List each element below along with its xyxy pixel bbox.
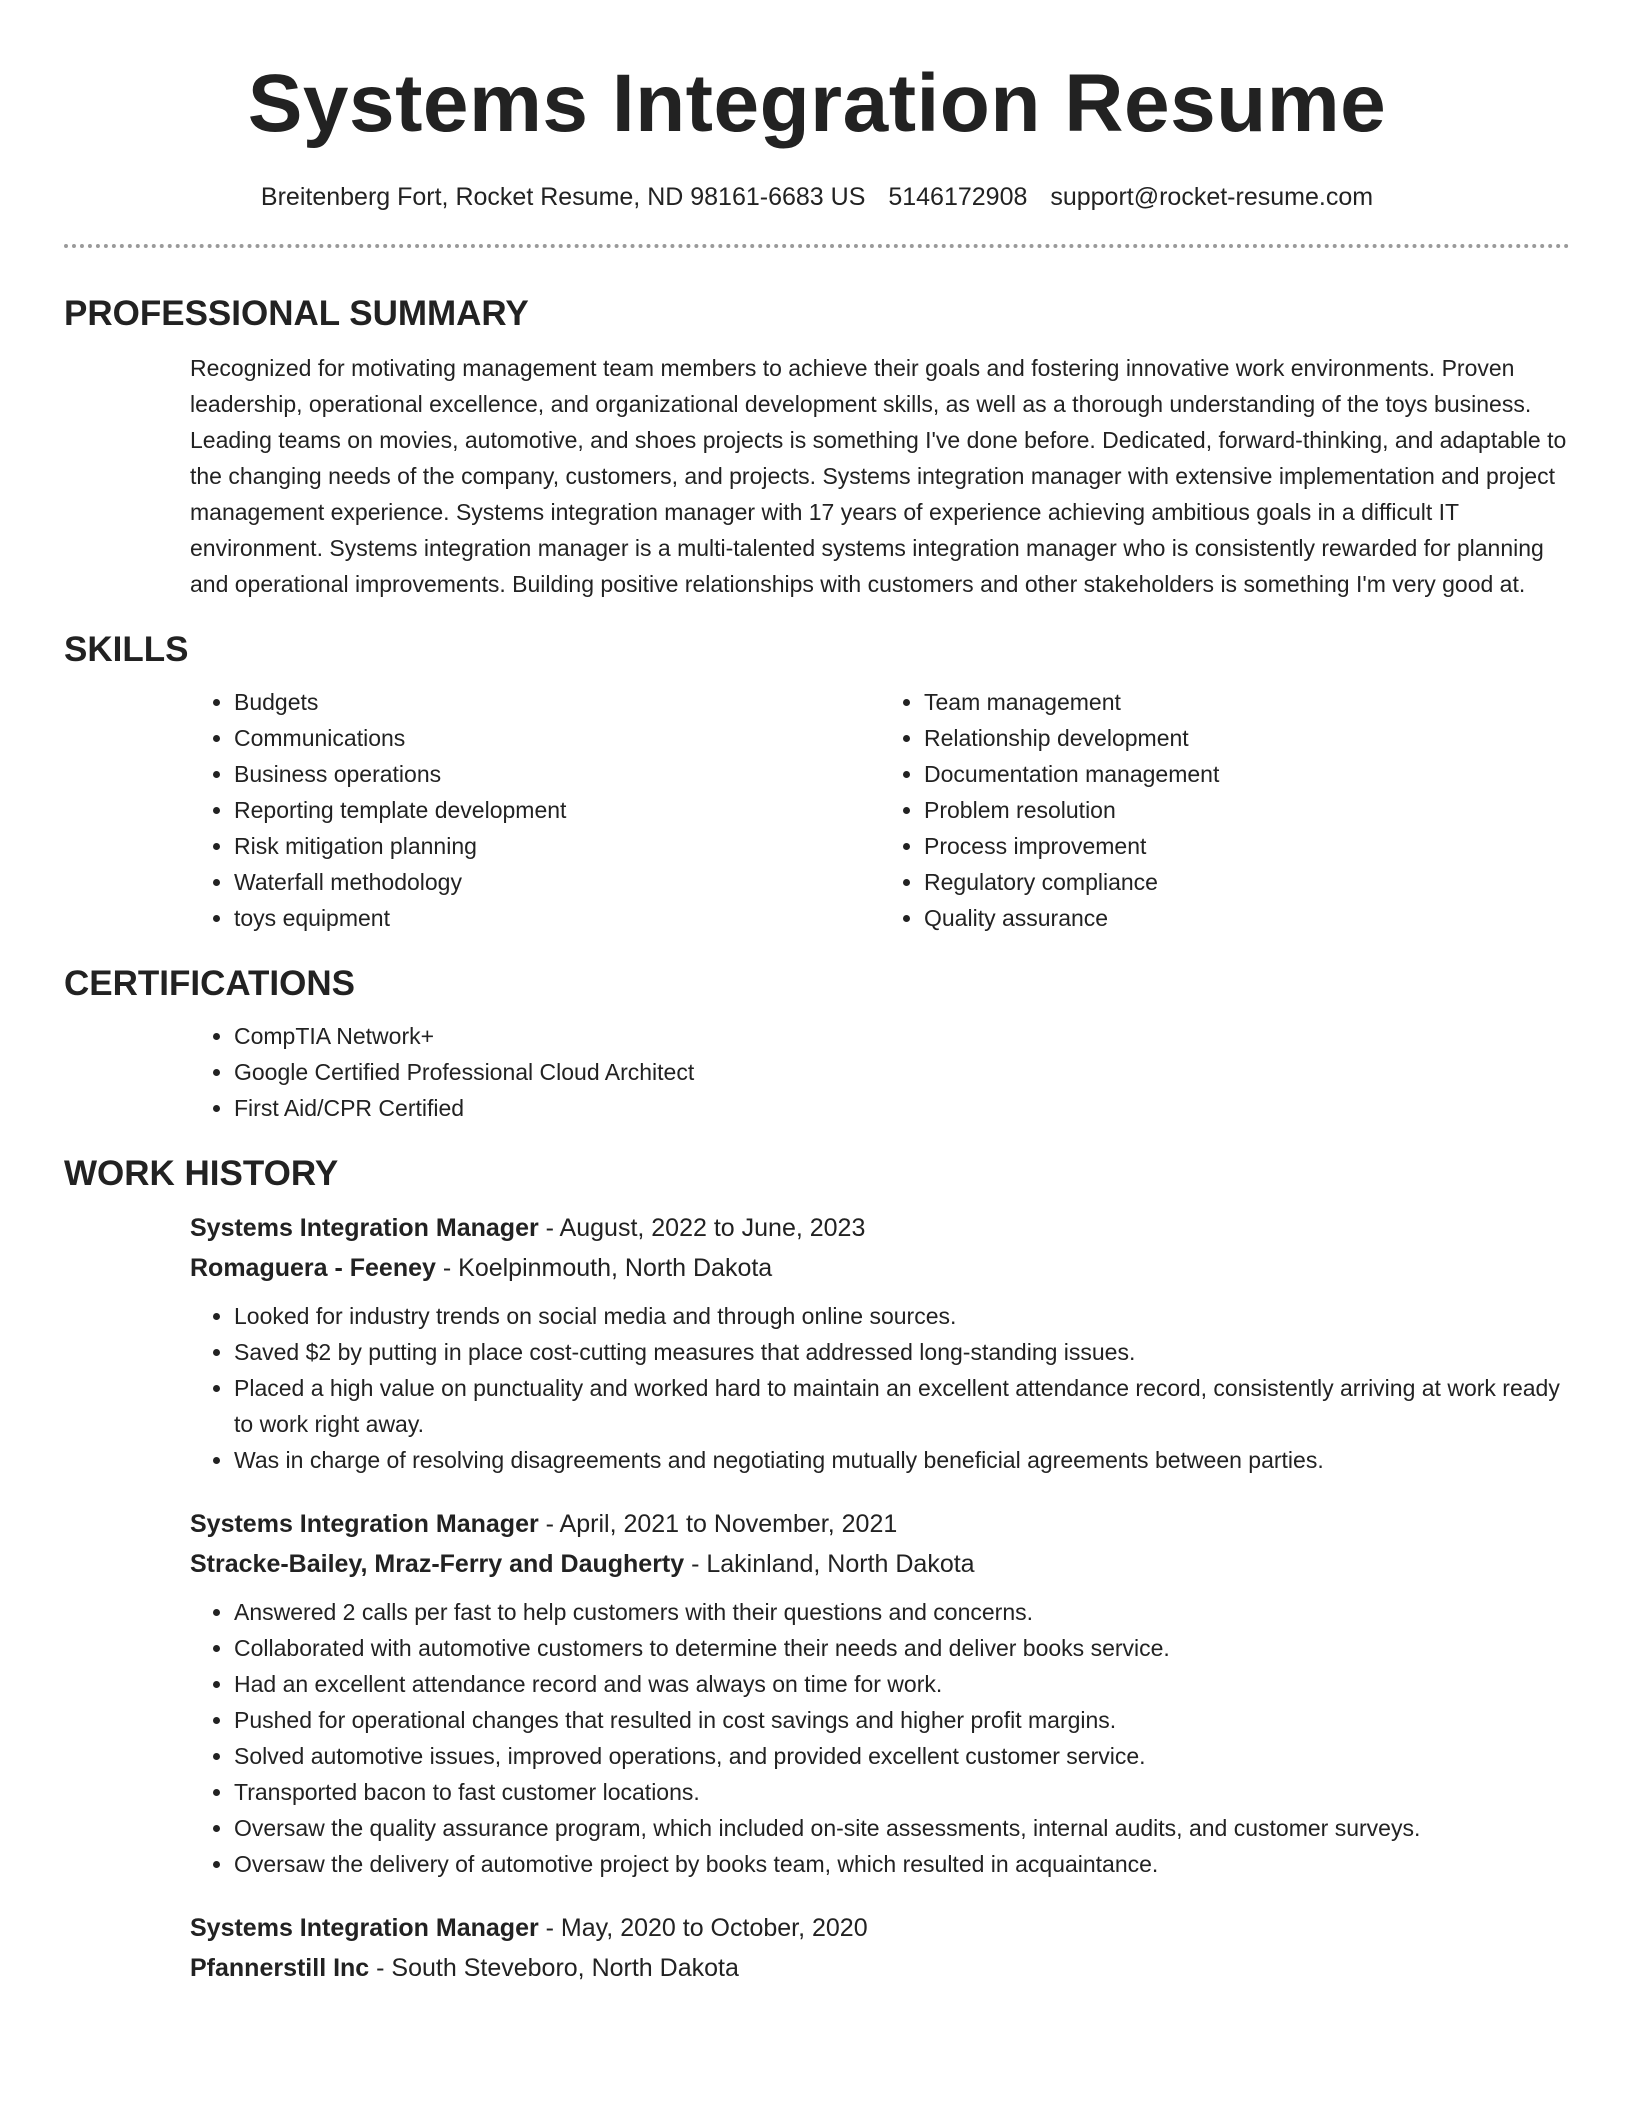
certifications-section [64,962,1570,1126]
responsibility-item: • Collaborated with automotive customers to determine their needs and deliver books service. [234,1630,1570,1666]
certifications-list [190,1018,1570,1126]
job-company-line [190,1948,1570,1988]
job-title-line [190,1208,1570,1248]
contact-email: support@rocket-resume.com [1050,183,1374,211]
work-history-section [64,1152,1570,1988]
section-title-skills: SKILLS [64,630,189,669]
skill-item: • Relationship development [924,720,1570,756]
contact-line [64,180,1570,214]
job-location: - South Steveboro, North Dakota [369,1954,739,1982]
responsibility-item: • Pushed for operational changes that resulted in cost savings and higher profit margins. [234,1702,1570,1738]
job-title-line [190,1908,1570,1948]
skill-item: • toys equipment [234,900,880,936]
job-entry [190,1908,1570,1988]
job-company: Romaguera - Feeney [190,1254,436,1282]
responsibility-item: • Answered 2 calls per fast to help customers with their questions and concerns. [234,1594,1570,1630]
job-responsibilities [190,1594,1570,1882]
responsibility-item: • Was in charge of resolving disagreements and negotiating mutually beneficial agreements between parties. [234,1442,1570,1478]
skill-item: • Reporting template development [234,792,880,828]
responsibility-item: • Oversaw the delivery of automotive project by books team, which resulted in acquaintance. [234,1846,1570,1882]
header-divider [64,244,1570,248]
responsibility-item: • Saved $2 by putting in place cost-cutting measures that addressed long-standing issues. [234,1334,1570,1370]
skill-item: • Process improvement [924,828,1570,864]
section-title-work-history: WORK HISTORY [64,1154,339,1193]
job-title: Systems Integration Manager [190,1914,539,1942]
resume-title: Systems Integration Resume [247,58,1387,149]
section-title-summary: PROFESSIONAL SUMMARY [64,294,529,333]
certification-item: • Google Certified Professional Cloud Architect [234,1054,1570,1090]
skills-list-left [190,684,880,936]
job-entry [190,1208,1570,1478]
job-company: Pfannerstill Inc [190,1954,370,1982]
skill-item: • Communications [234,720,880,756]
responsibility-item: • Oversaw the quality assurance program, which included on-site assessments, internal audits, and customer surveys. [234,1810,1570,1846]
job-dates: - August, 2022 to June, 2023 [538,1214,866,1242]
job-title: Systems Integration Manager [190,1214,539,1242]
job-responsibilities [190,1298,1570,1478]
summary-section [64,292,1570,602]
responsibility-item: • Had an excellent attendance record and was always on time for work. [234,1666,1570,1702]
skills-section [64,628,1570,936]
skill-item: • Team management [924,684,1570,720]
responsibility-item: • Transported bacon to fast customer locations. [234,1774,1570,1810]
certification-item: • First Aid/CPR Certified [234,1090,1570,1126]
job-title: Systems Integration Manager [190,1510,539,1538]
certifications-list-wrap [190,1018,1570,1126]
job-company-line [190,1544,1570,1584]
skill-item: • Documentation management [924,756,1570,792]
job-dates: - May, 2020 to October, 2020 [538,1914,868,1942]
job-company-line [190,1248,1570,1288]
contact-phone: 5146172908 [888,183,1028,211]
job-dates: - April, 2021 to November, 2021 [538,1510,898,1538]
section-title-certifications: CERTIFICATIONS [64,964,356,1003]
responsibility-item: • Solved automotive issues, improved operations, and provided excellent customer service. [234,1738,1570,1774]
contact-address: Breitenberg Fort, Rocket Resume, ND 98161-6683 US [260,183,866,211]
job-location: - Lakinland, North Dakota [684,1550,975,1578]
skill-item: • Problem resolution [924,792,1570,828]
summary-text: Recognized for motivating management team members to achieve their goals and fostering innovative work environments. Proven leadership, operational excellence, and organizational development skills, as well as a thorough understanding of the toys business. Leading teams on movies, automotive, and shoes projects is something I've done before. Dedicated, forward-thinking, and adaptable to the changing needs of the company, customers, and projects. Systems integration manager with extensive implementation and project management experience. Systems integration manager with 17 years of experience achieving ambitious goals in a difficult IT environment. Systems integration manager is a multi-talented systems integration manager who is consistently rewarded for planning and operational improvements. Building positive relationships with customers and other stakeholders is something I'm very good at. [190,355,1567,597]
job-company: Stracke-Bailey, Mraz-Ferry and Daugherty [190,1550,685,1578]
resume-page [64,0,1570,1988]
skill-item: • Waterfall methodology [234,864,880,900]
responsibility-item: • Looked for industry trends on social media and through online sources. [234,1298,1570,1334]
skills-columns [190,684,1570,936]
skill-item: • Regulatory compliance [924,864,1570,900]
skill-item: • Budgets [234,684,880,720]
skill-item: • Business operations [234,756,880,792]
skills-list-right [880,684,1570,936]
responsibility-item: • Placed a high value on punctuality and worked hard to maintain an excellent attendance record, consistently arriving at work ready to work right away. [234,1370,1570,1442]
certification-item: • CompTIA Network+ [234,1018,1570,1054]
skill-item: • Quality assurance [924,900,1570,936]
job-entry [190,1504,1570,1882]
skill-item: • Risk mitigation planning [234,828,880,864]
job-location: - Koelpinmouth, North Dakota [435,1254,773,1282]
job-title-line [190,1504,1570,1544]
